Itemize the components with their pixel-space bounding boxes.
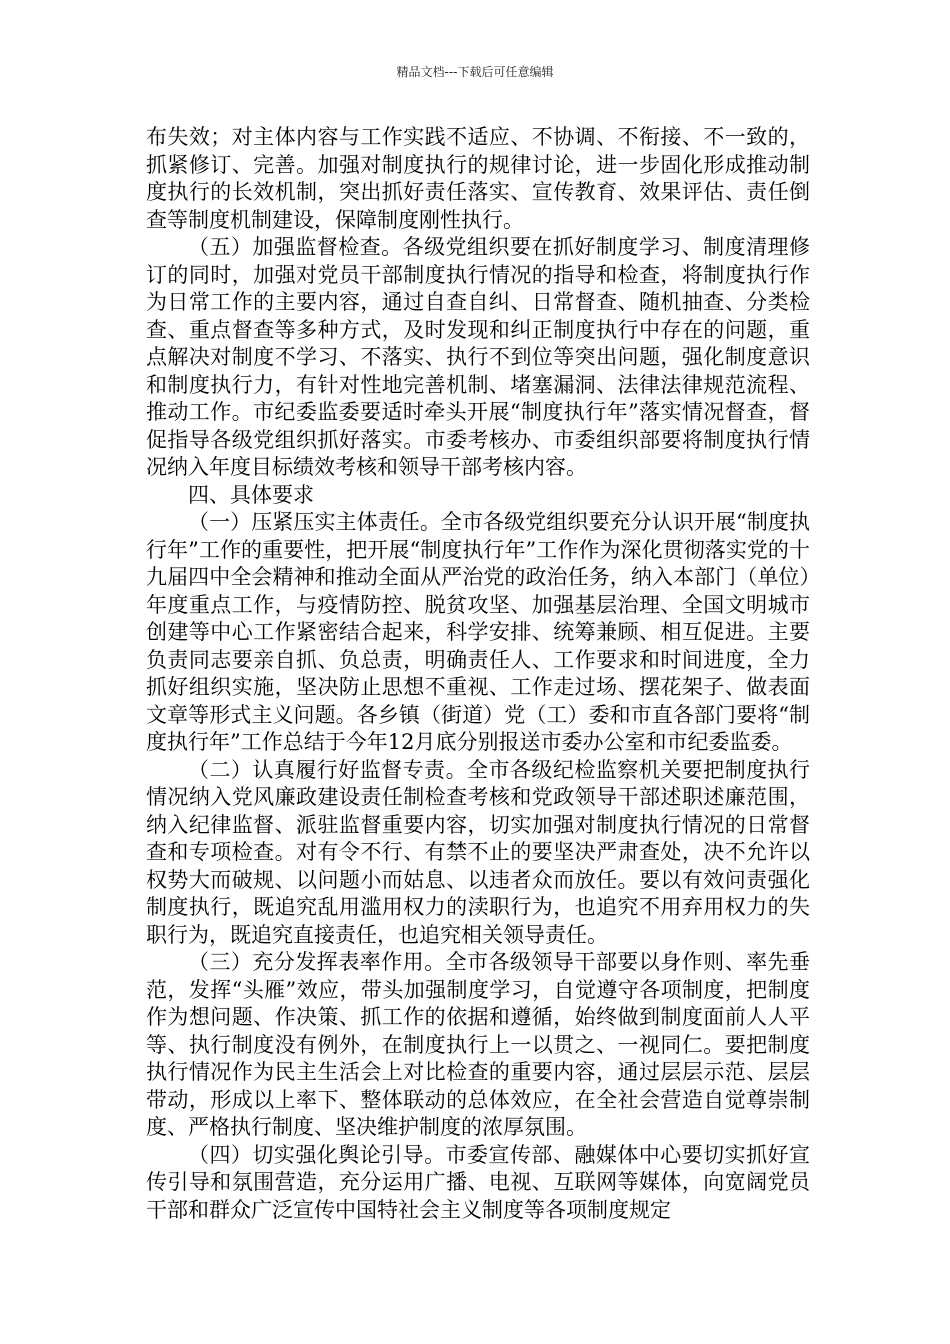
paragraph: （五）加强监督检查。各级党组织要在抓好制度学习、制度清理修订的同时，加强对党员干部制度执行情况的指导和检查，将制度执行作为日常工作的主要内容，通过自查自纠、日常督查、随机抽查、分类检查、重点督查等多种方式，及时发现和纠正制度执行中存在的问题，重点解决对制度不学习、不落实、执行不到位等突出问题，强化制度意识和制度执行力，有针对性地完善机制、堵塞漏洞、法律法律规范流程、推动工作。市纪委监委要适时牵头开展“制度执行年”落实情况督查，督促指导各级党组织抓好落实。市委考核办、市委组织部要将制度执行情况纳入年度目标绩效考核和领导干部考核内容。 <box>146 235 810 479</box>
paragraph: 四、具体要求 <box>188 482 314 507</box>
paragraph: （一）压紧压实主体责任。全市各级党组织要充分认识开展“制度执行年”工作的重要性，把开展“制度执行年”工作作为深化贯彻落实党的十九届四中全会精神和推动全面从严治党的政治任务，纳入本部门（单位）年度重点工作，与疫情防控、脱贫攻坚、加强基层治理、全国文明城市创建等中心工作紧密结合起来，科学安排、统筹兼顾、相互促进。主要负责同志要亲自抓、负总责，明确责任人、工作要求和时间进度，全力抓好组织实施，坚决防止思想不重视、工作走过场、摆花架子、做表面文章等形式主义问题。各乡镇（街道）党（工）委和市直各部门要将“制度执行年”工作总结于今年12月底分别报送市委办公室和市纪委监委。 <box>146 510 810 754</box>
paragraph: （二）认真履行好监督专责。全市各级纪检监察机关要把制度执行情况纳入党风廉政建设责任制检查考核和党政领导干部述职述廉范围，纳入纪律监督、派驻监督重要内容，切实加强对制度执行情况的日常督查和专项检查。对有令不行、有禁不止的要坚决严肃查处，决不允许以权势大而破规、以问题小而姑息、以违者众而放任。要以有效问责强化制度执行，既追究乱用滥用权力的渎职行为，也追究不用弃用权力的失职行为，既追究直接责任，也追究相关领导责任。 <box>146 757 810 947</box>
paragraph: 布失效；对主体内容与工作实践不适应、不协调、不衔接、不一致的，抓紧修订、完善。加强对制度执行的规律讨论，进一步固化形成推动制度执行的长效机制，突出抓好责任落实、宣传教育、效果评估、责任倒查等制度机制建设，保障制度刚性执行。 <box>146 125 810 232</box>
paragraph: （四）切实强化舆论引导。市委宣传部、融媒体中心要切实抓好宣传引导和氛围营造，充分运用广播、电视、互联网等媒体，向宽阔党员干部和群众广泛宣传中国特社会主义制度等各项制度规定 <box>146 1142 810 1222</box>
paragraph: （三）充分发挥表率作用。全市各级领导干部要以身作则、率先垂范，发挥“头雁”效应，带头加强制度学习，自觉遵守各项制度，把制度作为想问题、作决策、抓工作的依据和遵循，始终做到制度面前人人平等、执行制度没有例外，在制度执行上一以贯之、一视同仁。要把制度执行情况作为民主生活会上对比检查的重要内容，通过层层示范、层层带动，形成以上率下、整体联动的总体效应，在全社会营造自觉尊崇制度、严格执行制度、坚决维护制度的浓厚氛围。 <box>146 950 810 1139</box>
page-header: 精品文档---下载后可任意编辑 <box>396 65 554 79</box>
document-body <box>146 124 810 1224</box>
